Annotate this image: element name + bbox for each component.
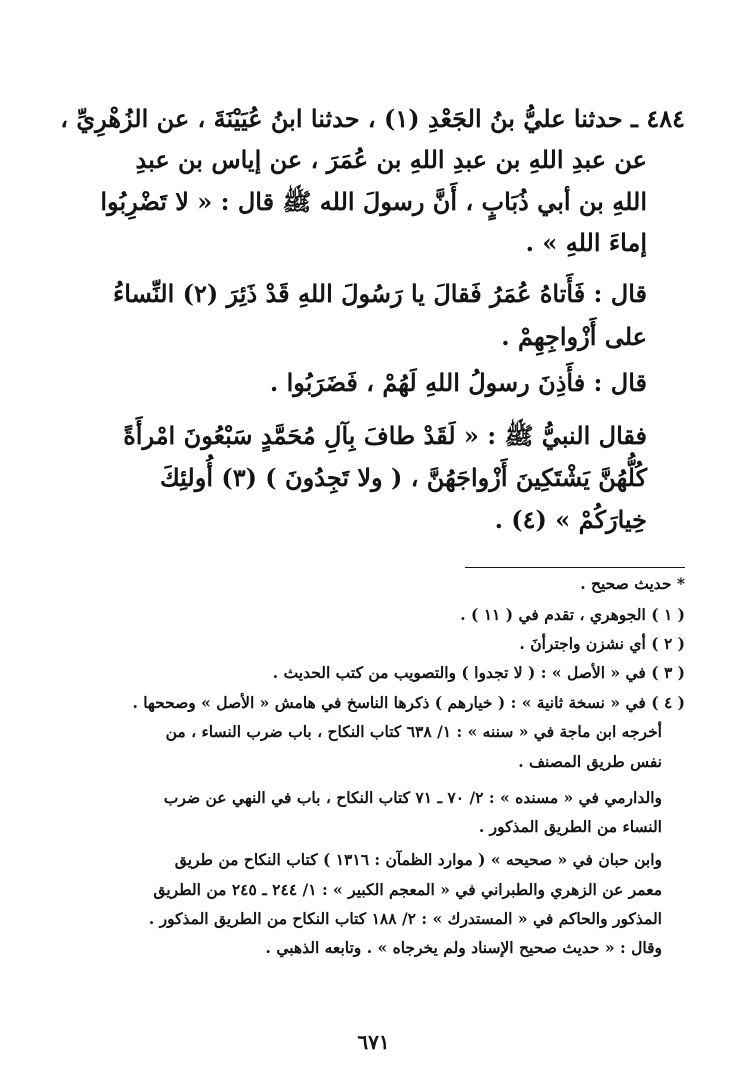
hadith-line-3: اللهِ بن أبي ذُبَابٍ ، أَنَّ رسولَ الله ﷺ قال : « لا تَضْرِبُوا	[100, 187, 647, 216]
hadith-line-8: فقال النبيُّ ﷺ : « لَقَدْ طافَ بِآلِ مُحَمَّدٍ سَبْعُونَ امْرأَةً	[123, 421, 647, 450]
footnote-divider	[465, 567, 685, 568]
footnote-4: ( ٤ ) في « نسخة ثانية » : ( خيارهم ) ذكرها الناسخ في هامش « الأصل » وصححها .	[132, 693, 685, 712]
footnote-4-line-6: وابن حبان في « صحيحه » ( موارد الظمآن : ١٣١٦ ) كتاب النكاح من طريق	[174, 850, 662, 869]
footnote-1: ( ١ ) الجوهري ، تقدم في ( ١١ ) .	[460, 605, 685, 624]
page-number: ٦٧١	[357, 1030, 390, 1054]
hadith-grade: * حديث صحيح .	[580, 574, 685, 593]
hadith-line-9: كُلُّهُنَّ يَشْتَكِينَ أَزْواجَهُنَّ ، ( ولا تَجِدُونَ ) (٣) أُولئِكَ	[159, 463, 647, 492]
footnote-4-line-4: والدارمي في « مسنده » : ٢/ ٧٠ ـ ٧١ كتاب النكاح ، باب في النهي عن ضرب	[163, 788, 662, 807]
hadith-line-4: إماءَ اللهِ » .	[525, 228, 647, 257]
hadith-line-10: خِيارَكُمْ » (٤) .	[494, 505, 647, 534]
footnote-2: ( ٢ ) أي نشزن واجترأنَ .	[519, 634, 685, 653]
footnote-3: ( ٣ ) في « الأصل » : ( لا تجدوا ) والتصويب من كتب الحديث .	[272, 663, 685, 682]
footnote-4-line-5: النساء من الطريق المذكور .	[478, 817, 662, 836]
footnote-4-line-8: المذكور والحاكم في « المستدرك » : ٢/ ١٨٨ كتاب النكاح من الطريق المذكور .	[148, 909, 662, 928]
hadith-line-2: عن عبدِ اللهِ بن عبدِ اللهِ بن عُمَرَ ، عن إياس بن عبدِ	[135, 145, 647, 174]
footnote-4-line-3: نفس طريق المصنف .	[518, 752, 662, 771]
hadith-line-5: قال : فَأَتاهُ عُمَرُ فَقالَ يا رَسُولَ اللهِ قَدْ ذَئِرَ (٢) النِّساءُ	[113, 279, 647, 308]
footnote-4-line-9: وقال : « حديث صحيح الإسناد ولم يخرجاه » . وتابعه الذهبي .	[265, 938, 662, 957]
hadith-line-1: ٤٨٤ ـ حدثنا عليُّ بنُ الجَعْدِ (١) ، حدثنا ابنُ عُيَيْنَةَ ، عن الزُهْرِيِّ ،	[60, 104, 685, 133]
hadith-line-6: على أَزْواجِهِمْ .	[501, 322, 647, 351]
footnote-4-line-2: أخرجه ابن ماجة في « سننه » : ١/ ٦٣٨ كتاب النكاح ، باب ضرب النساء ، من	[165, 722, 662, 741]
hadith-line-7: قال : فأَذِنَ رسولُ اللهِ لَهُمْ ، فَضَرَبُوا .	[269, 368, 647, 397]
footnote-4-line-7: معمر عن الزهري والطبراني في « المعجم الكبير » : ١/ ٢٤٤ ـ ٢٤٥ من الطريق	[153, 880, 662, 899]
